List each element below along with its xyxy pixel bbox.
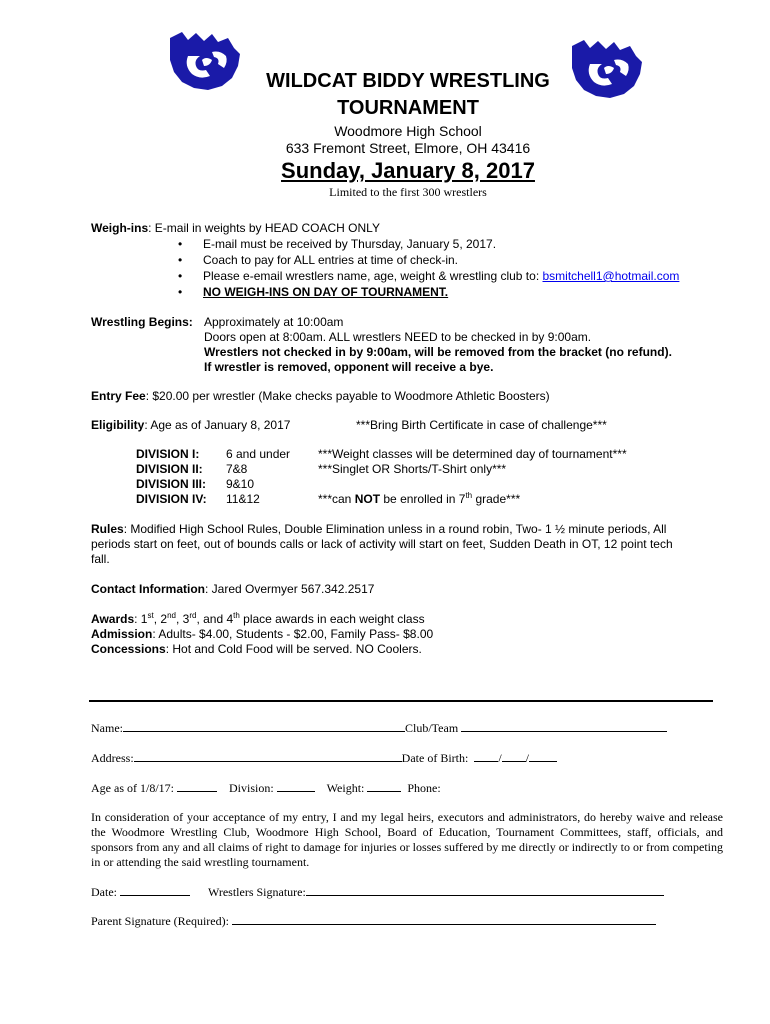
- club-label: Club/Team: [405, 721, 459, 735]
- list-item: • Please e-email wrestlers name, age, weight & wrestling club to: bsmitchell1@hotmail.com: [174, 268, 679, 284]
- weighins-list: [174, 236, 679, 300]
- limit-note: Limited to the first 300 wrestlers: [329, 185, 487, 199]
- name-field[interactable]: [123, 720, 405, 732]
- wrestling-details: Approximately at 10:00am Doors open at 8:00am. ALL wrestlers NEED to be checked in by 9:00am. Wrestlers not checked in by 9:00am, will be removed from the bracket (no refund). If wrestler is removed, opponent will receive a bye.: [204, 315, 672, 374]
- entry-fee: Entry Fee: $20.00 per wrestler (Make checks payable to Woodmore Athletic Boosters): [91, 389, 550, 403]
- table-row: DIVISION I: 6 and under ***Weight classes will be determined day of tournament***: [136, 447, 627, 461]
- table-row: DIVISION IV: 11&12 ***can NOT be enrolled in 7th grade***: [136, 491, 521, 506]
- address-label: Address:: [91, 751, 134, 765]
- age-label: Age as of 1/8/17:: [91, 781, 174, 795]
- weight-field[interactable]: [367, 780, 401, 792]
- date-field[interactable]: [120, 884, 190, 896]
- parent-signature-field[interactable]: [232, 913, 656, 925]
- title-line1: WILDCAT BIDDY WRESTLING: [266, 70, 550, 92]
- table-row: DIVISION III: 9&10: [136, 477, 255, 491]
- admission: Admission: Adults- $4.00, Students - $2.00, Family Pass- $8.00: [91, 627, 434, 641]
- divisions-table: [136, 447, 627, 507]
- address-field[interactable]: [134, 750, 402, 762]
- name-label: Name:: [91, 721, 123, 735]
- school-address: 633 Fremont Street, Elmore, OH 43416: [285, 140, 531, 156]
- details-row: [91, 780, 441, 796]
- dob-year-field[interactable]: [529, 750, 557, 762]
- signature-field[interactable]: [306, 884, 664, 896]
- dob-label: Date of Birth:: [401, 751, 469, 765]
- weighins-label: Weigh-ins: [91, 221, 149, 235]
- signature-label: Wrestlers Signature:: [208, 885, 306, 899]
- age-field[interactable]: [177, 780, 217, 792]
- concessions: Concessions: Hot and Cold Food will be served. NO Coolers.: [91, 642, 422, 656]
- list-item: • Coach to pay for ALL entries at time of check-in.: [174, 252, 679, 268]
- table-row: DIVISION II: 7&8 ***Singlet OR Shorts/T-Shirt only***: [136, 462, 507, 476]
- rules: Rules: Modified High School Rules, Double Elimination unless in a round robin, Two- 1 ½ minute periods, All periods start on feet, out of bounds calls or lack of activity will start on feet, Sudden Death in OT, 12 point tech fall.: [91, 522, 673, 566]
- date-label: Date:: [91, 885, 117, 899]
- weight-label: Weight:: [326, 781, 365, 795]
- division-field[interactable]: [277, 780, 315, 792]
- email-link[interactable]: bsmitchell1@hotmail.com: [542, 269, 680, 283]
- form-divider: [89, 700, 713, 702]
- dob-day-field[interactable]: [502, 750, 526, 762]
- parent-row: [91, 913, 656, 929]
- list-item: • NO WEIGH-INS ON DAY OF TOURNAMENT.: [174, 284, 679, 300]
- parent-label: Parent Signature (Required):: [91, 914, 229, 928]
- eligibility: Eligibility: Age as of January 8, 2017: [91, 418, 291, 432]
- club-field[interactable]: [461, 720, 667, 732]
- list-item: • E-mail must be received by Thursday, January 5, 2017.: [174, 236, 679, 252]
- name-row: [91, 720, 667, 736]
- wrestling-label: Wrestling Begins:: [91, 315, 193, 329]
- title-line2: TOURNAMENT: [337, 97, 479, 119]
- awards: Awards: 1st, 2nd, 3rd, and 4th place awards in each weight class: [91, 611, 425, 626]
- contact-info: Contact Information: Jared Overmyer 567.342.2517: [91, 582, 375, 596]
- dob-month-field[interactable]: [474, 750, 498, 762]
- waiver-text: In consideration of your acceptance of my entry, I and my legal heirs, executors and administrators, do hereby waive and release the Woodmore Wrestling Club, Woodmore High School, Board of Education, Tournament Committees, staff, officials, and sponsors from any and all claims of right to damage for injuries or losses suffered by me directly or indirectly to or from competing in or attending the said wrestling tournament.: [91, 810, 723, 869]
- address-row: Address: Date of Birth: / /: [91, 750, 557, 766]
- eligibility-note: ***Bring Birth Certificate in case of challenge***: [356, 418, 607, 432]
- signature-row: [91, 884, 664, 900]
- division-label: Division:: [229, 781, 274, 795]
- phone-label: Phone:: [407, 781, 441, 795]
- weighins-line: [91, 221, 380, 236]
- weighins-text: : E-mail in weights by HEAD COACH ONLY: [148, 221, 380, 235]
- page-title: [0, 68, 770, 122]
- school-name: Woodmore High School: [334, 123, 482, 139]
- event-date: Sunday, January 8, 2017: [281, 158, 535, 183]
